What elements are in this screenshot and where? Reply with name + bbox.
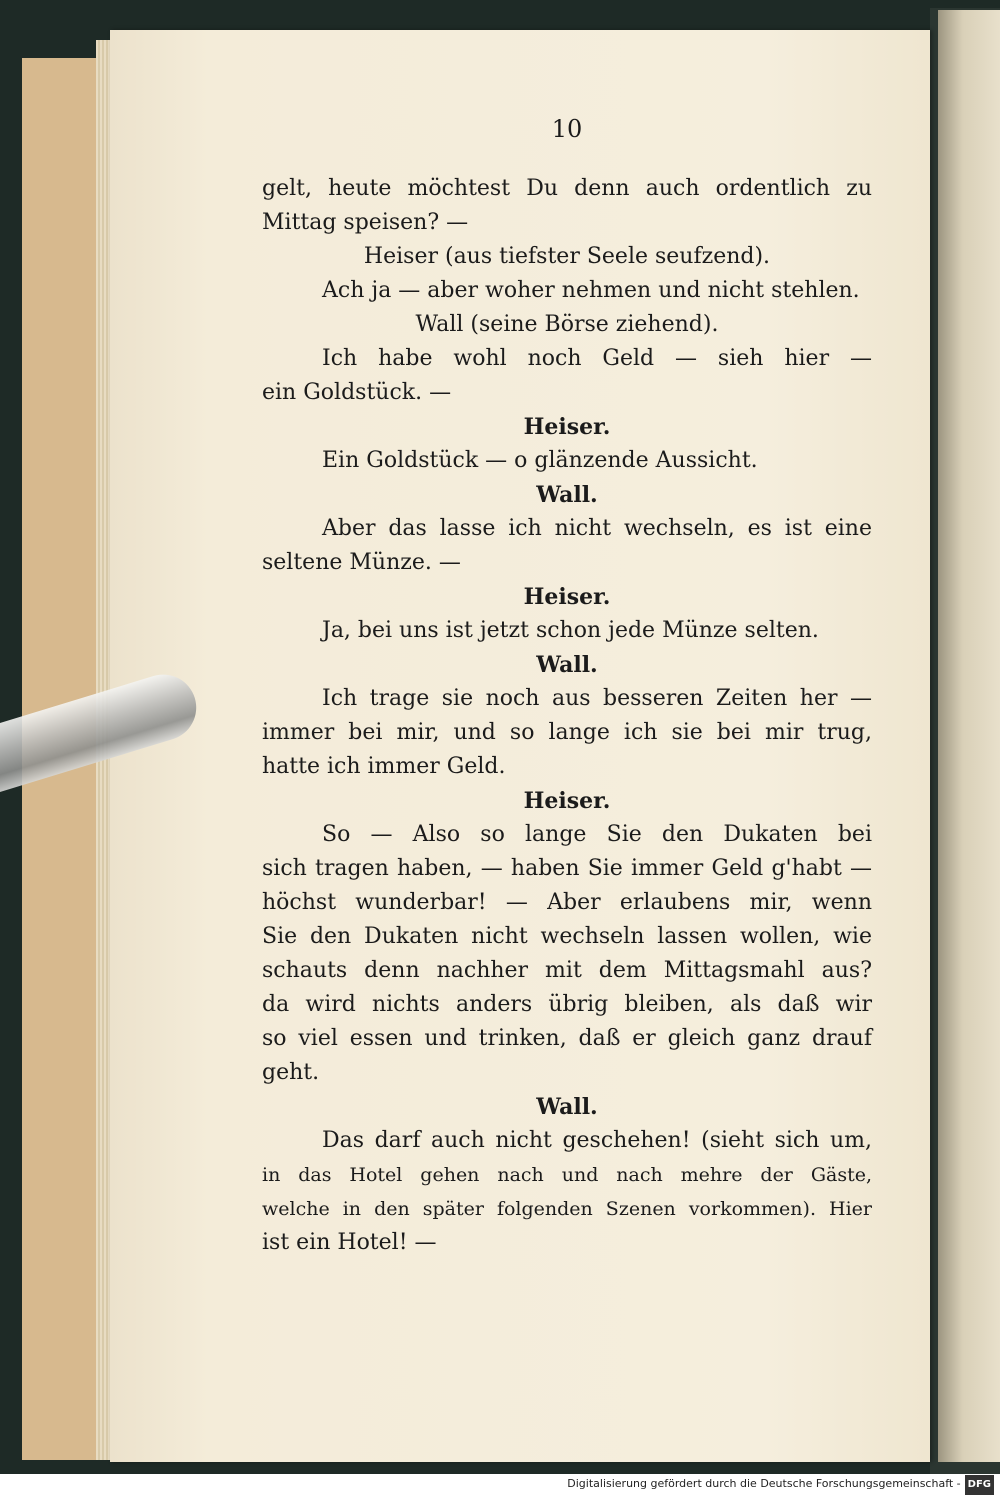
text-line: Ich habe wohl noch Geld — sieh hier — — [322, 346, 872, 371]
text-line: seltene Münze. — — [262, 550, 461, 575]
text-line: immer bei mir, und so lange ich sie bei mir trug, — [262, 720, 872, 745]
text-line: da wird nichts anders übrig bleiben, als daß wir — [262, 992, 872, 1017]
text-line: Ein Goldstück — o glänzende Aussicht. — [322, 448, 758, 473]
text-line: sich tragen haben, — haben Sie immer Geld g'habt — — [262, 856, 872, 881]
text-line: So — Also so lange Sie den Dukaten bei — [322, 822, 872, 847]
text-line: hatte ich immer Geld. — [262, 754, 506, 779]
text-line: höchst wunderbar! — Aber erlaubens mir, wenn — [262, 890, 872, 915]
text-line: Mittag speisen? — — [262, 210, 469, 235]
text-line: geht. — [262, 1060, 320, 1085]
facing-page-edge — [938, 10, 1000, 1462]
dfg-logo: DFG — [965, 1475, 994, 1495]
text-line: gelt, heute möchtest Du denn auch ordentlich zu — [262, 176, 872, 201]
speaker-name: Heiser. — [523, 584, 611, 610]
text-line: Ach ja — aber woher nehmen und nicht stehlen. — [322, 278, 860, 303]
text-line: schauts denn nachher mit dem Mittagsmahl aus? — [262, 958, 872, 983]
stage-direction: welche in den später folgenden Szenen vorkommen). Hier — [262, 1198, 872, 1220]
speaker-name: Heiser. — [523, 788, 611, 814]
text-line: ist ein Hotel! — — [262, 1230, 437, 1255]
digitization-footer — [0, 1474, 1000, 1494]
stage-direction: in das Hotel gehen nach und nach mehre der Gäste, — [262, 1164, 872, 1186]
speaker-name: Wall. — [536, 1094, 598, 1120]
speaker-name: Heiser. — [523, 414, 611, 440]
stage-heading: Heiser (aus tiefster Seele seufzend). — [363, 244, 771, 269]
funding-credit: Digitalisierung gefördert durch die Deutsche Forschungsgemeinschaft - — [567, 1477, 961, 1490]
text-line: Sie den Dukaten nicht wechseln lassen wollen, wie — [262, 924, 872, 949]
speaker-name: Wall. — [536, 652, 598, 678]
text-line: so viel essen und trinken, daß er gleich ganz drauf — [262, 1026, 872, 1051]
text-line: Das darf auch nicht geschehen! (sieht sich um, — [322, 1128, 872, 1153]
text-line: Aber das lasse ich nicht wechseln, es ist eine — [322, 516, 872, 541]
stage-heading: Wall (seine Börse ziehend). — [415, 312, 719, 337]
page-text — [262, 112, 872, 1260]
text-line: ein Goldstück. — — [262, 380, 452, 405]
text-line: Ja, bei uns ist jetzt schon jede Münze selten. — [322, 618, 819, 643]
page-number: 10 — [551, 115, 583, 143]
text-line: Ich trage sie noch aus besseren Zeiten her — — [322, 686, 872, 711]
speaker-name: Wall. — [536, 482, 598, 508]
